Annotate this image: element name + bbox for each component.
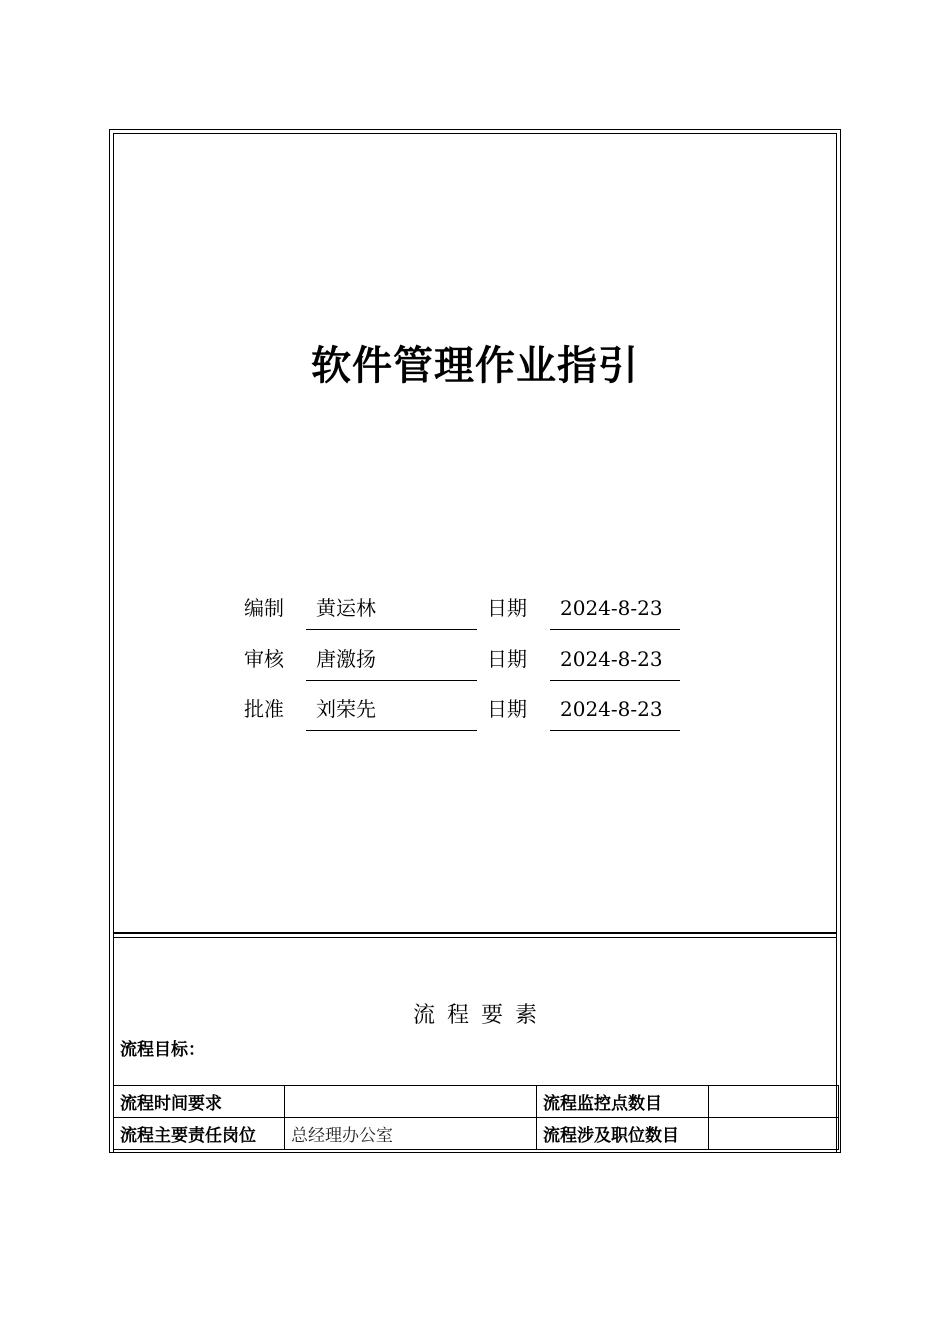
signoff-role-label: 编制 [244,596,284,620]
signoff-role-label: 审核 [244,647,284,671]
signoff-date-field: 2024-8-23 [550,639,680,681]
signoff-person-field: 唐激扬 [306,639,477,681]
table-label-cell: 流程涉及职位数目 [537,1118,709,1150]
table-label-cell: 流程监控点数目 [537,1086,709,1118]
table-label-cell: 流程时间要求 [114,1086,285,1118]
table-row [114,1086,839,1118]
signoff-row-prepared [0,588,950,628]
table-value-cell [285,1086,537,1118]
signoff-role-label: 批准 [244,697,284,721]
signoff-row-reviewed [0,639,950,679]
signoff-date-label: 日期 [487,647,527,671]
signoff-row-approved [0,689,950,729]
signoff-person-field: 刘荣先 [306,689,477,731]
section-divider [114,932,836,938]
signoff-date-field: 2024-8-23 [550,689,680,731]
table-value-cell: 总经理办公室 [285,1118,537,1150]
signoff-date-label: 日期 [487,697,527,721]
process-elements-heading: 流程要素 [412,1003,549,1028]
signoff-date-field: 2024-8-23 [550,588,680,630]
table-value-cell [709,1086,839,1118]
table-label-cell: 流程主要责任岗位 [114,1118,285,1150]
signoff-date-label: 日期 [487,596,527,620]
table-value-cell [709,1118,839,1150]
table-row [114,1118,839,1150]
process-elements-table [113,1085,839,1150]
process-goal-label: 流程目标： [120,1040,205,1060]
signoff-person-field: 黄运林 [306,588,477,630]
document-title: 软件管理作业指引 [311,343,639,389]
